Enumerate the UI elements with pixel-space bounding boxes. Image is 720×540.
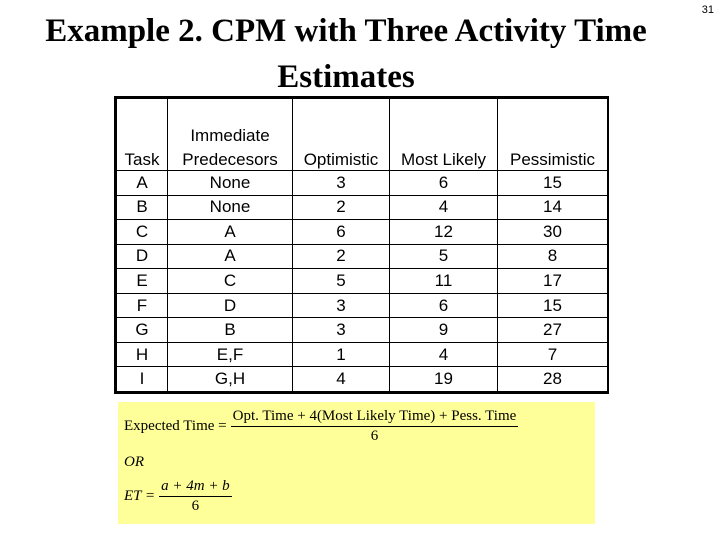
cell-most-likely: 9 [390, 318, 498, 343]
header-most-likely: Most Likely [390, 99, 498, 171]
table-row [117, 220, 608, 245]
cell-predecessors: B [168, 318, 293, 343]
cell-optimistic: 6 [293, 220, 390, 245]
cell-task: A [117, 171, 168, 196]
cell-predecessors: None [168, 195, 293, 220]
cell-most-likely: 6 [390, 293, 498, 318]
cell-predecessors: G,H [168, 367, 293, 392]
cell-most-likely: 5 [390, 244, 498, 269]
title-line-1: Example 2. CPM with Three Activity Time [45, 13, 647, 49]
cell-pessimistic: 7 [498, 342, 608, 367]
slide-number: 31 [701, 4, 714, 16]
formula-or: OR [124, 454, 144, 470]
cell-task: H [117, 342, 168, 367]
et-formula [124, 478, 232, 515]
cell-pessimistic: 17 [498, 269, 608, 294]
header-pessimistic: Pessimistic [498, 99, 608, 171]
cell-optimistic: 1 [293, 342, 390, 367]
table-row [117, 318, 608, 343]
slide-title [0, 8, 692, 100]
cell-task: F [117, 293, 168, 318]
cell-optimistic: 2 [293, 195, 390, 220]
header-predecessors: Immediate Predecesors [168, 99, 293, 171]
header-row [117, 99, 608, 171]
et-fraction [159, 478, 232, 515]
header-optimistic: Optimistic [293, 99, 390, 171]
cell-most-likely: 19 [390, 367, 498, 392]
cell-most-likely: 4 [390, 195, 498, 220]
table-row [117, 367, 608, 392]
cell-most-likely: 12 [390, 220, 498, 245]
activity-table [114, 96, 609, 394]
cell-optimistic: 2 [293, 244, 390, 269]
cell-pessimistic: 28 [498, 367, 608, 392]
formula-box [118, 402, 595, 524]
cell-pessimistic: 8 [498, 244, 608, 269]
formula-numerator: Opt. Time + 4(Most Likely Time) + Pess. Time [232, 408, 517, 424]
cell-task: G [117, 318, 168, 343]
formula-fraction [231, 408, 519, 445]
et-numerator: a + 4m + b [161, 478, 230, 494]
cell-task: I [117, 367, 168, 392]
table-row [117, 269, 608, 294]
cell-most-likely: 11 [390, 269, 498, 294]
et-denominator: 6 [159, 496, 232, 515]
table-row [117, 171, 608, 196]
cell-predecessors: C [168, 269, 293, 294]
cell-predecessors: E,F [168, 342, 293, 367]
formula-lhs: Expected Time = [124, 418, 227, 434]
cell-pessimistic: 27 [498, 318, 608, 343]
cell-predecessors: A [168, 244, 293, 269]
cell-optimistic: 3 [293, 318, 390, 343]
cell-most-likely: 6 [390, 171, 498, 196]
expected-time-formula [124, 408, 518, 445]
cell-pessimistic: 15 [498, 293, 608, 318]
cell-predecessors: D [168, 293, 293, 318]
cell-task: D [117, 244, 168, 269]
cell-optimistic: 3 [293, 171, 390, 196]
cell-task: E [117, 269, 168, 294]
cell-task: B [117, 195, 168, 220]
cell-most-likely: 4 [390, 342, 498, 367]
cell-pessimistic: 30 [498, 220, 608, 245]
cell-predecessors: None [168, 171, 293, 196]
formula-denominator: 6 [231, 426, 519, 445]
cell-pessimistic: 14 [498, 195, 608, 220]
et-lhs: ET = [124, 488, 156, 504]
table-row [117, 244, 608, 269]
cell-predecessors: A [168, 220, 293, 245]
table-row [117, 293, 608, 318]
table-row [117, 195, 608, 220]
header-task: Task [117, 99, 168, 171]
cell-pessimistic: 15 [498, 171, 608, 196]
cell-task: C [117, 220, 168, 245]
cell-optimistic: 5 [293, 269, 390, 294]
title-line-2: Estimates [277, 59, 415, 95]
cell-optimistic: 3 [293, 293, 390, 318]
table-row [117, 342, 608, 367]
cell-optimistic: 4 [293, 367, 390, 392]
